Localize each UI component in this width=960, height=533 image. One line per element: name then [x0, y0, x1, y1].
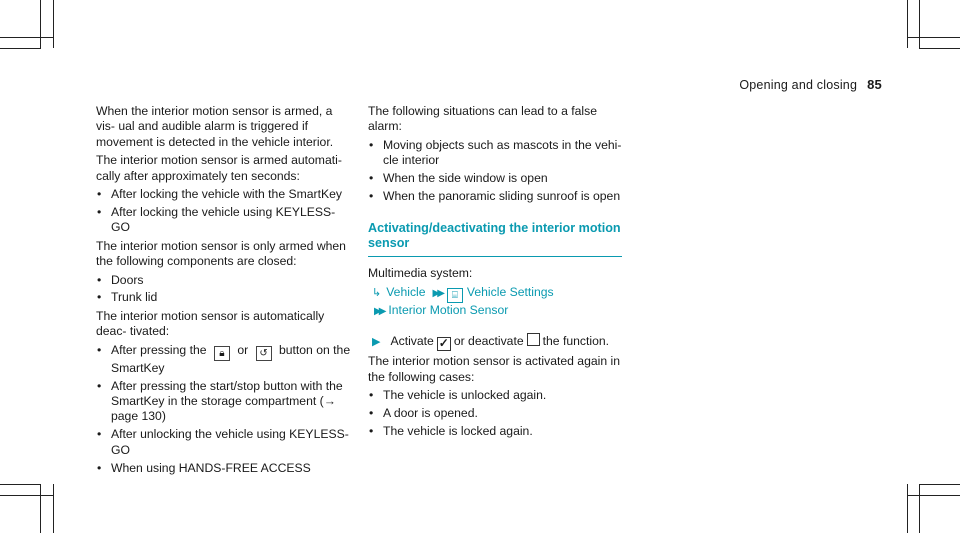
- paragraph: The interior motion sensor is only armed when the following components are closed:: [96, 238, 346, 269]
- unchecked-box-icon: [527, 333, 540, 346]
- list-item: • After locking the vehicle using KEYLESS-GO: [96, 205, 354, 236]
- menu-item-interior-motion-sensor[interactable]: Interior Motion Sensor: [388, 302, 509, 317]
- crop-mark: [0, 495, 53, 496]
- trunk-button-icon: ↺: [256, 346, 272, 361]
- paragraph: The interior motion sensor is automatically deac- tivated:: [96, 308, 325, 339]
- vehicle-settings-icon: ⌸: [447, 288, 463, 303]
- list-item: • After pressing the start/stop button with the SmartKey in the storage compartment (→ page 130): [96, 379, 354, 425]
- crop-mark: [53, 0, 54, 48]
- crop-mark: [919, 48, 960, 49]
- checked-box-icon: ✓: [438, 336, 449, 351]
- crop-mark: [907, 0, 908, 48]
- crop-mark: [907, 484, 908, 533]
- menu-item-vehicle[interactable]: Vehicle: [386, 284, 426, 299]
- right-column: [368, 104, 622, 442]
- bullet-list: [368, 388, 622, 439]
- crop-mark: [0, 484, 41, 485]
- paragraph: The interior motion sensor is activated again in the following cases:: [368, 354, 621, 384]
- list-item: • The vehicle is locked again.: [368, 424, 622, 439]
- bullet-list: [96, 187, 354, 236]
- list-item: • A door is opened.: [368, 406, 622, 421]
- crop-mark: [40, 484, 41, 533]
- crop-mark: [40, 0, 41, 48]
- text: button on the SmartKey: [111, 342, 351, 375]
- paragraph: The interior motion sensor is armed automati- cally after approximately ten seconds:: [96, 153, 342, 183]
- crop-mark: [0, 37, 53, 38]
- paragraph: Multimedia system:: [368, 266, 473, 281]
- menu-path: [368, 303, 622, 319]
- list-item: • After unlocking the vehicle using KEYLESS- GO: [96, 427, 354, 458]
- crop-mark: [53, 484, 54, 533]
- nav-arrow-icon: ↳: [372, 286, 382, 299]
- text: or deactivate: [453, 334, 524, 349]
- list-item: • Doors: [96, 273, 354, 288]
- instruction-step: [368, 333, 622, 351]
- crop-mark: [919, 484, 960, 485]
- menu-item-vehicle-settings[interactable]: Vehicle Settings: [466, 284, 554, 299]
- crop-mark: [0, 48, 41, 49]
- crop-mark: [919, 484, 920, 533]
- crop-mark: [919, 0, 920, 48]
- bullet-list: [96, 343, 354, 476]
- play-arrow-icon: ▶: [372, 336, 381, 349]
- list-item: • When the panoramic sliding sunroof is open: [368, 189, 622, 204]
- text: Activate: [390, 334, 434, 349]
- section-heading: Activating/deactivating the interior motion sensor: [368, 221, 622, 257]
- text: After pressing the: [111, 342, 207, 357]
- running-header: [739, 77, 882, 92]
- text: the function.: [542, 334, 610, 349]
- page-number: 85: [867, 77, 882, 92]
- list-item: [96, 343, 354, 376]
- double-chevron-icon: ▶▶: [374, 305, 384, 317]
- bullet-list: [368, 138, 622, 205]
- list-item: • When using HANDS-FREE ACCESS: [96, 461, 354, 476]
- menu-path: [368, 285, 622, 303]
- double-chevron-icon: ▶▶: [432, 287, 442, 299]
- list-item: • Trunk lid: [96, 290, 354, 305]
- crop-mark: [907, 495, 960, 496]
- section-title: Opening and closing: [739, 78, 858, 92]
- list-item: • Moving objects such as mascots in the vehi- cle interior: [368, 138, 622, 169]
- paragraph: When the interior motion sensor is armed, a vis- ual and audible alarm is triggered if movement is detected in the vehicle interior.: [96, 104, 334, 149]
- left-column: [96, 104, 354, 479]
- bullet-list: [96, 273, 354, 306]
- crop-mark: [907, 37, 960, 38]
- list-item: • After locking the vehicle with the SmartKey: [96, 187, 354, 202]
- text: or: [237, 342, 249, 357]
- paragraph: The following situations can lead to a false alarm:: [368, 104, 597, 134]
- lock-button-icon: 🔒︎: [214, 346, 230, 361]
- list-item: • The vehicle is unlocked again.: [368, 388, 622, 403]
- list-item: • When the side window is open: [368, 171, 622, 186]
